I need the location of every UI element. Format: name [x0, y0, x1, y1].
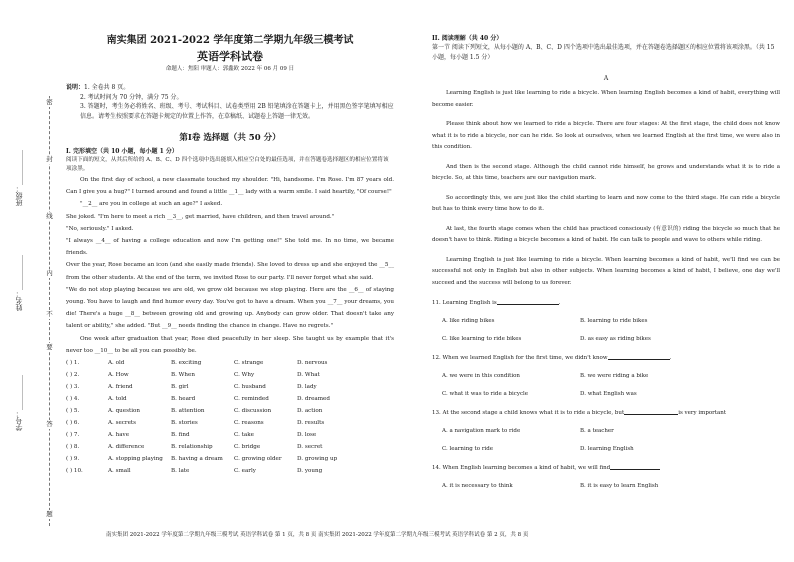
option-a: A. old — [108, 360, 125, 367]
option-a: A. question — [108, 408, 140, 415]
option-d: D. as easy as riding bikes — [580, 336, 651, 342]
option-c: C. Why — [234, 372, 255, 379]
passage-paragraph: At last, the fourth stage comes when the child has practiced consciously (有意识的) riding the bicycle so much that he doesn't have to think. Riding a bicycle becomes a kind of habit. He can talk to people and wave to others while riding. — [432, 225, 780, 243]
question-number[interactable]: ( ) 4. — [66, 396, 80, 403]
passage-paragraph: "__2__ are you in college at such an age?" I asked. — [80, 201, 223, 208]
instruction-item: 1. 全卷共 8 页。 — [84, 84, 130, 91]
option-c: C. learning to ride — [442, 446, 493, 452]
option-d: D. learning English — [580, 446, 634, 452]
passage-paragraph: One week after graduation that year, Rose died peacefully in her sleep. She taught us by example that it's never too __10__ to be all you can possibly be. — [66, 335, 394, 354]
option-d: D. growing up — [297, 456, 338, 463]
question-number[interactable]: ( ) 2. — [66, 372, 80, 379]
option-row — [66, 393, 394, 405]
instruction-item: 2. 考试时间为 70 分钟，满分 75 分。 — [80, 93, 183, 101]
option-c: C. husband — [234, 384, 266, 391]
question-text: 14. When English learning becomes a kind of habit, we will find — [432, 465, 611, 471]
question-text: 12. When we learned English for the first time, we didn't know — [432, 355, 608, 361]
exam-subtitle: 英语学科试卷 — [197, 50, 263, 63]
option-b: B. When — [171, 372, 195, 379]
seal-char: 线 — [46, 212, 53, 220]
option-b: B. learning to ride bikes — [580, 318, 648, 324]
option-a: A. it is necessary to think — [442, 483, 513, 489]
option-b: B. having a dream — [171, 456, 223, 463]
option-a: A. How — [108, 372, 129, 379]
instructions — [66, 83, 394, 121]
cloze-instruction: 阅读下面的短文，从其后所给的 A、B、C、D 四个选项中选出能填入相应空白处的最佳选项，并在答题卷选择题区的相应位置将该项涂黑。 — [66, 157, 389, 172]
question-number[interactable]: ( ) 9. — [66, 456, 80, 463]
option-c: C. take — [234, 432, 254, 439]
question-12: 12. When we learned English for the first time, we didn't know . A. we were in this condition B. we were riding a bike C. what it was to ride a bicycle D. what English was — [432, 352, 780, 399]
seal-char: 答 — [46, 420, 53, 428]
option-d: D. lose — [297, 432, 317, 439]
cloze-section-heading: I. 完形填空（共 10 小题，每小题 1 分） — [66, 148, 178, 155]
option-c: C. discussion — [234, 408, 272, 415]
option-b: B. attention — [171, 408, 205, 415]
class-field: 班级：__________ — [15, 150, 23, 206]
option-a: A. a navigation mark to ride — [442, 428, 521, 434]
option-d: D. What — [297, 372, 320, 379]
seal-char: 密 — [46, 98, 53, 106]
passage-paragraph: So accordingly this, we are just like the child starting to learn and now come to the third stage. He can ride a bicycle but has to think every time how to do it. — [432, 194, 780, 212]
passage-paragraph: And then is the second stage. Although the child cannot ride himself, he grows and understands what it is to ride a bicycle. So, at this time, teachers are our navigation mark. — [432, 163, 780, 181]
option-a: A. have — [108, 432, 130, 439]
option-row — [66, 453, 394, 465]
reading-section-heading: II. 阅读理解（共 40 分） — [432, 35, 503, 42]
option-a: A. we were in this condition — [442, 373, 520, 379]
exam-meta: 命题人：焦阳 审题人：郭鑫欧 2022 年 06 月 09 日 — [165, 66, 295, 72]
passage-paragraph: On the first day of school, a new classmate touched my shoulder. "Hi, handsome. I'm Rose. I'm 87 years old. Can I give you a hug?" I turned around and found a little __1__ lady with a warm smile. I said heartily, "Of course!" — [66, 177, 394, 196]
option-b: B. we were riding a bike — [580, 373, 649, 379]
option-b: B. relationship — [171, 444, 213, 451]
option-row — [66, 357, 394, 369]
option-c: C. reminded — [234, 396, 269, 403]
passage-paragraph: Over the year, Rose became an icon (and she easily made friends). She loved to dress up and she enjoyed the __5__ from the other students. At the end of the term, we invited Rose to our party. I'll never forget what she said. — [66, 262, 394, 281]
instruction-item: 3. 答题时，考生务必将姓名、班级、考号、考试科目、试卷类型用 2B 铅笔填涂在答题卡上，并用黑色签字笔填写相应信息。请考生按照要求在答题卡规定的位置上作答，在草稿纸、试题卷上答题一律无效。 — [80, 103, 394, 120]
page-footer: 南实集团 2021-2022 学年度第二学期九年级三模考试 英语学科试卷 第 1 页，共 8 页 南实集团 2021-2022 学年度第二学期九年级三模考试 英语学科试卷 第 2 页，共 8 页 — [106, 532, 529, 538]
option-row — [66, 405, 394, 417]
passage-paragraph: "We do not stop playing because we are old, we grow old because we stop playing. Here are the __6__ of staying young. You have to laugh and find humor every day. You've got to have a dream. When you __7__ your dreams, you die! There's a huge __8__ between growing old and growing up. Anybody can grow older. That doesn't take any talent or ability," she added. "But __9__ needs finding the chance in change. Have no regrets." — [66, 286, 394, 330]
seal-char: 内 — [46, 269, 53, 277]
passage-paragraph: "I always __4__ of having a college education and now I'm getting one!" She told me. In no time, we became friends. — [66, 238, 394, 257]
binding-gutter — [0, 0, 68, 562]
option-a: A. secrets — [108, 420, 137, 427]
reading-instruction: 第一节 阅读下列短文，从每小题的 A、B、C、D 四个选项中选出最佳选项，并在答题卷选择题区的相应位置将该项涂黑。（共 15 小题，每小题 1.5 分） — [432, 44, 775, 61]
reading-passage — [432, 88, 780, 289]
right-page — [432, 34, 780, 499]
question-number[interactable]: ( ) 8. — [66, 444, 80, 451]
option-row — [66, 417, 394, 429]
part1-title: 第Ⅰ卷 选择题（共 50 分） — [179, 133, 281, 143]
name-field: 姓名：__________ — [15, 255, 23, 311]
question-text: 13. At the second stage a child knows what it is to ride a bicycle, but — [432, 410, 625, 416]
question-text-tail: is very important — [678, 410, 727, 416]
option-row — [66, 369, 394, 381]
option-d: D. action — [297, 408, 323, 415]
question-number[interactable]: ( ) 3. — [66, 384, 80, 391]
option-a: A. told — [108, 396, 127, 403]
option-b: B. late — [171, 468, 190, 475]
option-b: B. find — [171, 432, 190, 439]
option-a: A. friend — [108, 384, 133, 391]
option-c: C. growing older — [234, 456, 282, 463]
cloze-passage — [66, 174, 394, 357]
question-number[interactable]: ( ) 5. — [66, 408, 80, 415]
student-id-field: 学号：__________ — [15, 375, 23, 431]
option-b: B. stories — [171, 420, 198, 427]
option-b: B. it is easy to learn English — [580, 483, 659, 489]
option-d: D. young — [297, 468, 323, 475]
option-b: B. exciting — [171, 360, 202, 367]
instructions-label: 说明： — [66, 84, 85, 91]
passage-paragraph: Learning English is just like learning to ride a bicycle. When learning English becomes a kind of habit, everything will become easier. — [432, 90, 780, 108]
option-d: D. secret — [297, 444, 323, 451]
seal-char: 要 — [46, 343, 53, 351]
option-a: A. stopping playing — [108, 456, 163, 463]
option-row — [66, 429, 394, 441]
option-c: C. like learning to ride bikes — [442, 336, 522, 342]
option-a: A. small — [108, 468, 131, 475]
left-page — [66, 34, 394, 477]
option-b: B. a teacher — [580, 428, 614, 434]
question-13 — [432, 407, 780, 454]
passage-paragraph: Learning English is just like learning to ride a bicycle. When learning becomes a kind of habit, we'll find we can be successful not only in English but also in other subjects. When learning becomes a kind of habit, I believe, one day we'll succeed and the success will belong to us forever. — [432, 256, 780, 286]
option-d: D. results — [297, 420, 325, 427]
answer-blank[interactable] — [610, 462, 660, 470]
passage-paragraph: She joked. "I'm here to meet a rich __3__, get married, have children, and then travel around." — [66, 213, 335, 220]
question-number[interactable]: ( ) 10. — [66, 468, 83, 475]
option-c: C. early — [234, 468, 256, 475]
option-b: B. girl — [171, 384, 189, 391]
option-c: C. bridge — [234, 444, 261, 451]
answer-blank[interactable] — [497, 297, 559, 305]
option-c: C. strange — [234, 360, 264, 367]
option-row — [66, 441, 394, 453]
question-number[interactable]: ( ) 6. — [66, 420, 80, 427]
question-number[interactable]: ( ) 7. — [66, 432, 80, 439]
option-d: D. dreamed — [297, 396, 330, 403]
passage-paragraph: "No, seriously." I asked. — [66, 225, 134, 232]
answer-blank[interactable] — [608, 352, 670, 360]
exam-title: 南实集团 2021-2022 学年度第二学期九年级三模考试 — [106, 35, 354, 46]
option-row — [66, 465, 394, 477]
seal-char: 封 — [46, 155, 53, 163]
seal-char: 题 — [46, 510, 53, 518]
seal-char: 不 — [46, 310, 53, 318]
answer-blank[interactable] — [624, 407, 678, 415]
option-c: C. what it was to ride a bicycle — [442, 391, 529, 397]
option-d: D. lady — [297, 384, 317, 391]
cloze-options — [66, 357, 394, 477]
option-a: A. difference — [108, 444, 145, 451]
option-c: C. reasons — [234, 420, 264, 427]
question-11: 11. Learning English is . A. like riding bikes B. learning to ride bikes C. like learning to ride bikes D. as easy as riding bikes — [432, 297, 780, 344]
question-number[interactable]: ( ) 1. — [66, 360, 80, 367]
option-d: D. what English was — [580, 391, 637, 397]
option-a: A. like riding bikes — [442, 318, 495, 324]
question-14 — [432, 462, 780, 491]
option-d: D. nervous — [297, 360, 328, 367]
option-row — [66, 381, 394, 393]
passage-paragraph: Please think about how we learned to ride a bicycle. There are four stages: At the first stage, the child does not know what it is to ride a bicycle, nor can he ride. So look at ourselves, when we learned English at the first time, we were also in this condition. — [432, 121, 780, 150]
question-text: 11. Learning English is — [432, 300, 497, 306]
passage-label: A — [603, 75, 609, 82]
option-b: B. heard — [171, 396, 196, 403]
